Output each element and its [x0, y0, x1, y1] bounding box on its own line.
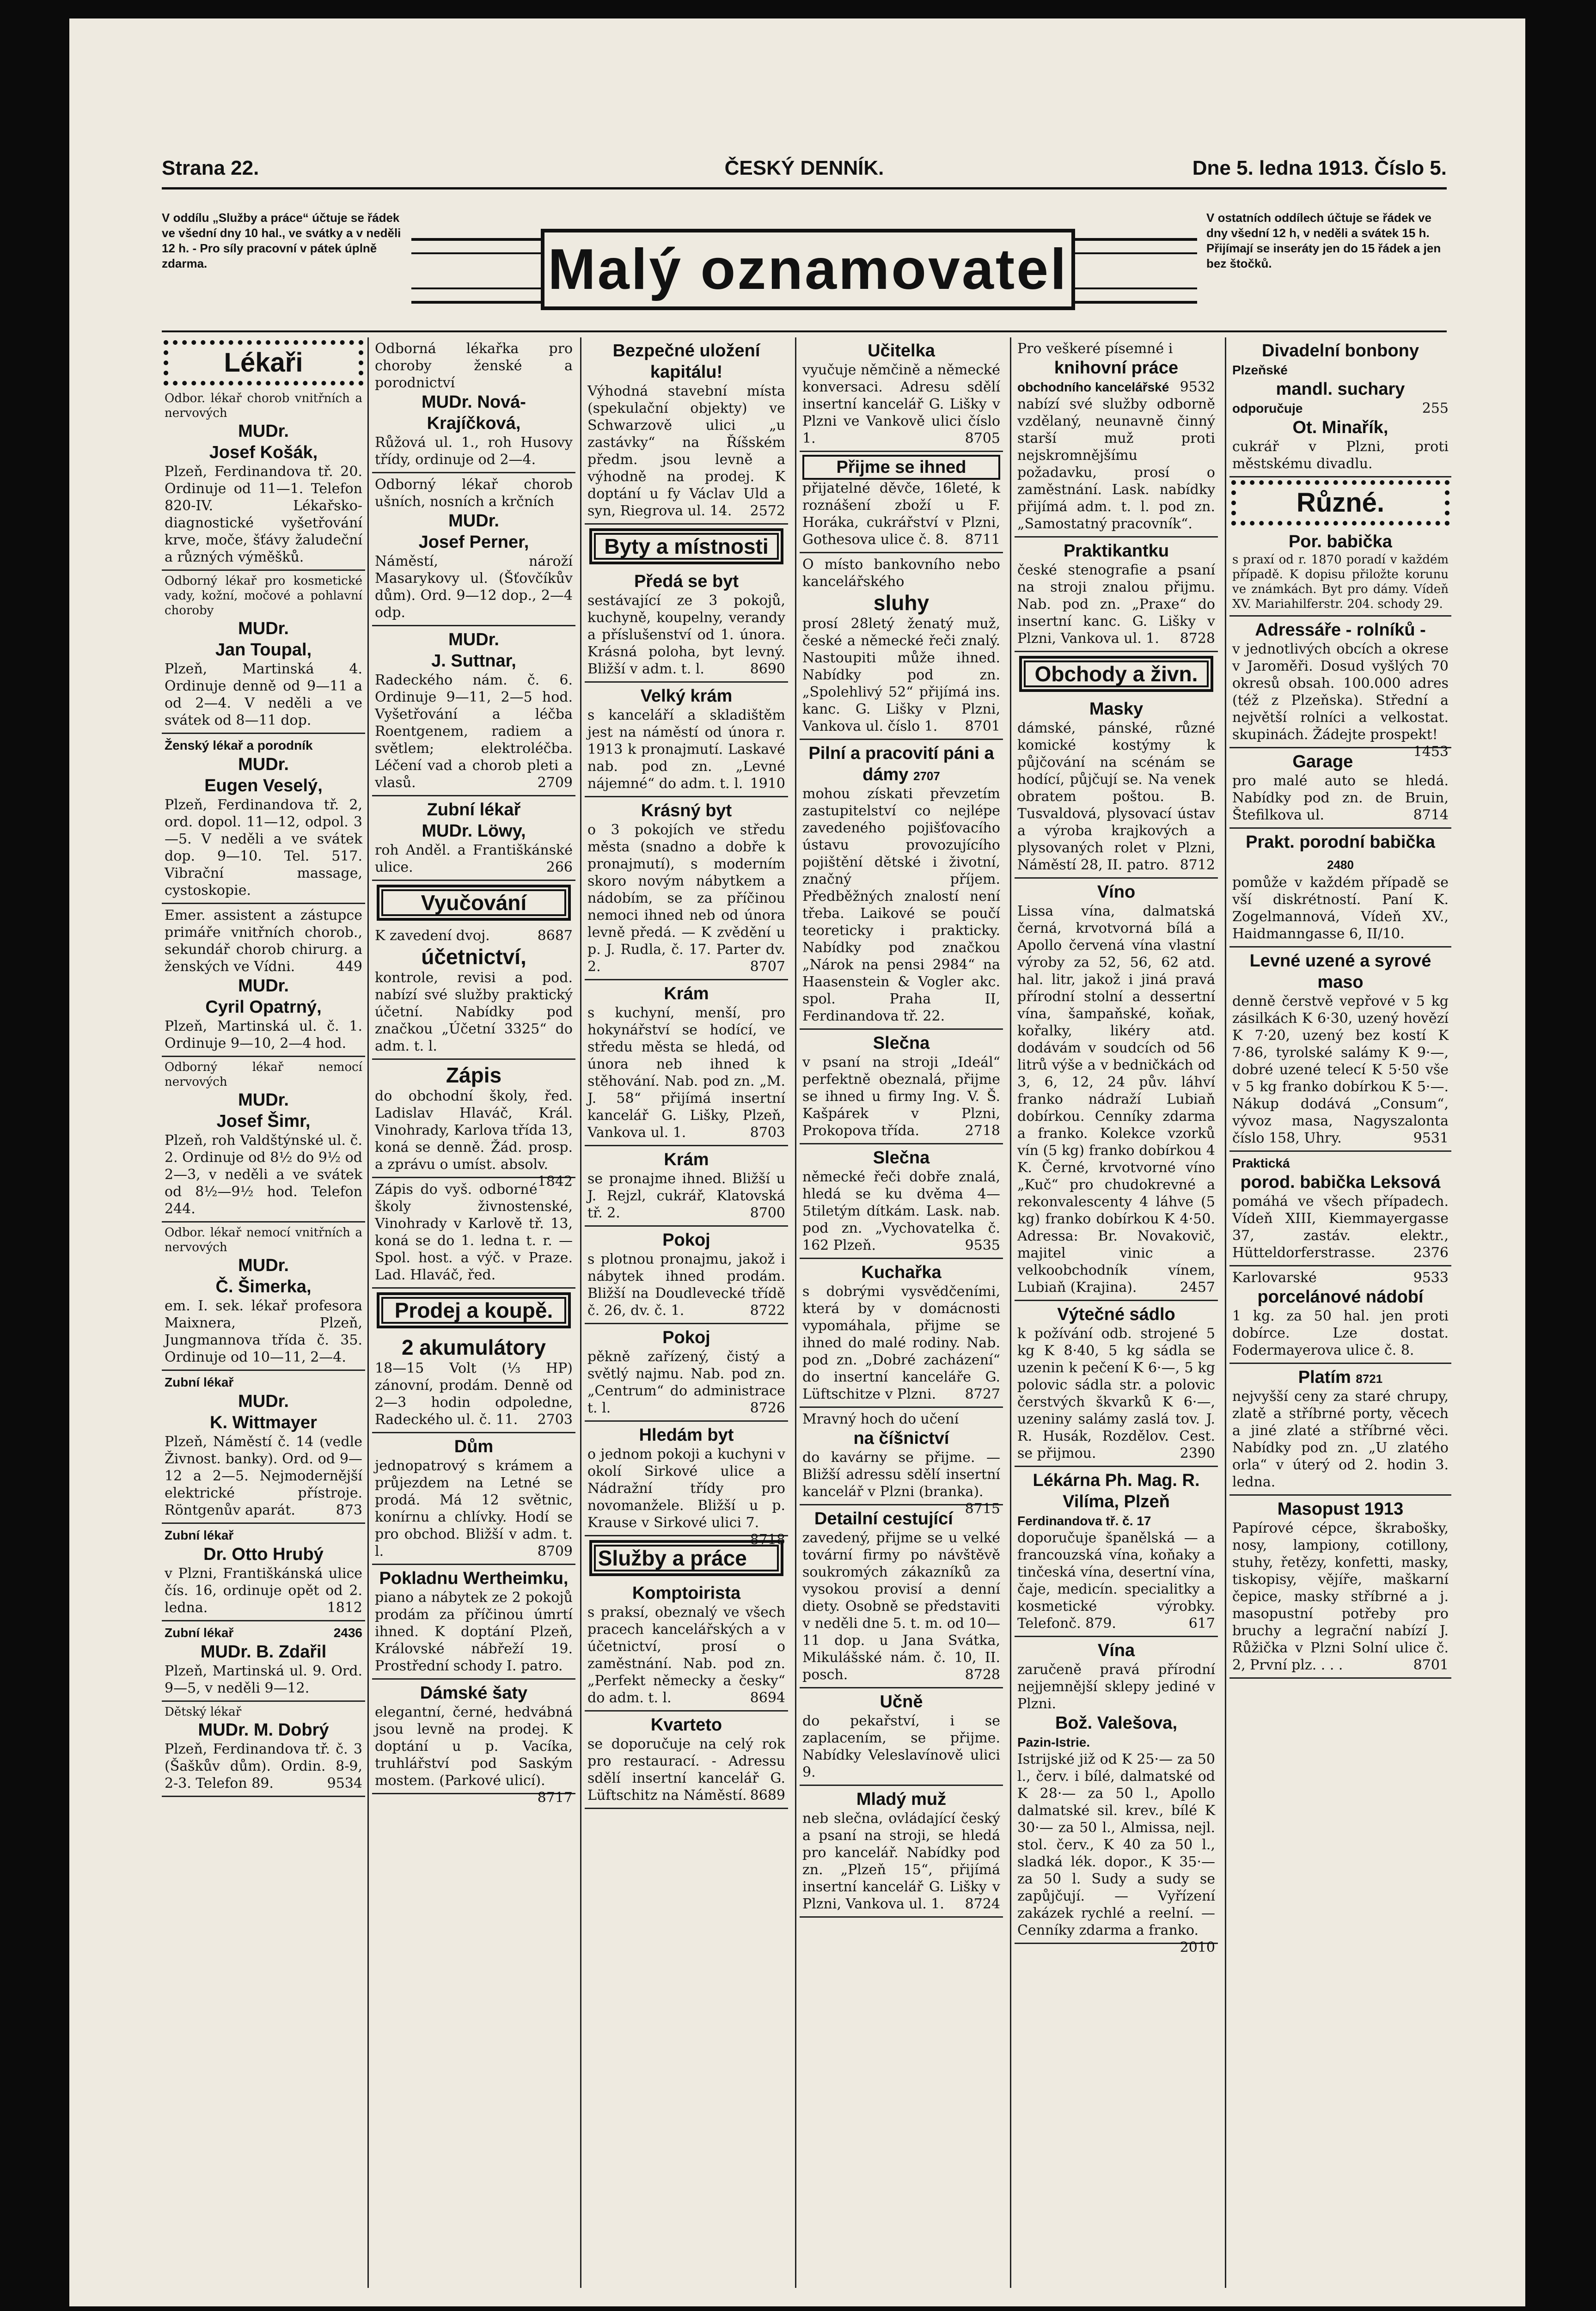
ad-heading: Kvarteto	[650, 1715, 722, 1735]
ad-number: 255	[1422, 400, 1449, 416]
ad-number: 8701	[1413, 1657, 1449, 1673]
ad-number: 8703	[750, 1125, 785, 1141]
classified-ad	[162, 1621, 365, 1702]
ad-name: MUDr. Löwy,	[422, 821, 526, 841]
classified-ad	[1229, 829, 1451, 948]
ad-subheading: Ferdinandova tř. č. 17	[1017, 1514, 1151, 1528]
ad-text: s dobrými vysvědčeními, která by v domácnosti vypomáhala, přijme se ihned do malé rodiny. Nab. pod zn. „Dobré zacházení“ do insertní kanceláře G. Lüftschitze v Plzni.	[802, 1284, 1000, 1402]
ad-heading: Vína	[1097, 1641, 1135, 1660]
classified-ad	[1229, 748, 1451, 829]
classified-ad	[162, 734, 365, 904]
ad-heading: Předá se byt	[634, 572, 739, 591]
classified-ad	[162, 1057, 365, 1223]
ad-text: přijatelné děvče, 16leté, k roznášení zboží u F. Horáka, cukrářství v Plzni, Gothesova ulice č. 8.	[802, 480, 1000, 548]
ad-text: vyučuje němčině a německé konversaci. Adresu sdělí insertní kancelář G. Lišky v Plzni ve Vankově ulici číslo 1.	[802, 362, 1000, 446]
ad-text: k požívání odb. strojené 5 kg K 8·40, 5 kg sádla se uzenin k pečení K 6·—, 5 kg polovic sádla str. a polovic čerstvých škvarků K 6·—, uzeniny salámy zaslá tov. J. R. Husák, Rozdělov. Cest. se přijmou.	[1017, 1326, 1215, 1461]
classified-ad	[800, 1259, 1003, 1408]
ad-heading: Krám	[664, 1150, 709, 1169]
ad-text: mohou získati převzetím zastupitelství co nejlépe zavedeného pojišťovacího ústavu provozujícího pojištění dětské i životní, značný příjem. Předběžných znalostí není třeba. Laikové se poučí teoreticky i prakticky. Nabídky pod značkou „Nárok na pensi 2984“ na Haasenstein & Vogler akc. spol. Praha II, Ferdinandova tř. 22.	[802, 786, 1000, 1024]
classified-ad	[1015, 1637, 1218, 1956]
ad-intro: Odbor. lékař nemocí vnitřních a nervových	[165, 1226, 362, 1254]
ad-number: 9532	[1180, 379, 1215, 395]
column-6	[1229, 337, 1451, 2293]
ad-heading: Pilní a pracovití páni a dámy	[808, 744, 994, 784]
ad-number: 2709	[537, 775, 573, 791]
ad-heading: Kuchařka	[861, 1263, 942, 1282]
ad-title: MUDr.	[238, 1090, 289, 1110]
ad-number: 8694	[750, 1690, 785, 1706]
ad-number: 266	[546, 859, 573, 875]
pricing-note-left: V oddílu „Služby a práce“ účtuje se řádek ve všední dny 10 hal., ve svátky a v neděli 12 h. - Pro síly pracovní v pátek úplně zdarma.	[162, 211, 401, 270]
ad-heading: Zápis	[446, 1063, 502, 1087]
ad-text: Lissa vína, dalmatská černá, krvotvorná bílá a Apollo červená vína vlastní výroby za 52, 56, 62 atd. hal. litr, jakož i jiná pravá přírodní stolní a dessertní vína, šampaňské, koňak, kořalky, likéry atd. dodávám v soudcích od 56 litrů výše a v bedničkách od 3, 6, 12, 24 pův. láhví franko nádraží Lubiaň dobírkou. Cenníky zdarma a franko. Kolekce vzorků vín (5 kg) franko dobírkou 4 K. Černé, krvotvorné víno „Kuč“ pro chudokrevné a rekonvalescenty 4 láhve (5 kg) franko dobírkou K 4·50. Adressa: Br. Novakovič, majitel vinic a velkoobchodník vínem, Lubiaň (Krajina).	[1017, 903, 1215, 1296]
classified-ad	[372, 337, 575, 473]
classified-ad	[162, 904, 365, 1057]
column-3	[585, 337, 788, 2293]
ad-heading: Učně	[880, 1692, 923, 1712]
ad-text: Výhodná stavební místa (spekulační objekty) ve Schwarzově ulici „u zastávky“ na Říšském předm. jsou levně a výhodně na prodej. K doptání u fy Václav Uld a syn, Riegrova ul. 14.	[587, 383, 785, 519]
ad-intro: Odbor. lékař chorob vnitřních a nervových	[165, 391, 362, 420]
newspaper-name: ČESKÝ DENNÍK.	[724, 157, 884, 179]
ad-name: Bož. Valešova,	[1055, 1713, 1177, 1733]
ad-intro: Karlovarské	[1232, 1270, 1317, 1286]
ad-text: Plzeň, Martinská ul. č. 1. Ordinuje 9—10, 2—4 hod.	[165, 1018, 362, 1052]
running-header	[162, 159, 1447, 190]
ad-text: 18—15 Volt (⅓ HP) zánovní, prodám. Denně od 2—3 hodin odpoledne, Radeckého ul. č. 11.	[375, 1360, 573, 1428]
ad-number: 8718	[750, 1532, 785, 1548]
ad-heading: Velký krám	[640, 686, 733, 706]
classified-ad	[372, 1565, 575, 1680]
ad-text: Plzeň, roh Valdštýnské ul. č. 2. Ordinuje od 8½ do 9½ od 2—3, v neděli a ve svátek od 8½—9½ hod. Telefon 244.	[165, 1132, 362, 1217]
ad-intro: odporučuje	[1232, 401, 1303, 416]
ad-text: elegantní, černé, hedvábná jsou levně na prodej. K doptání u p. Vacíka, truhlářství pod Saským mostem. (Parkové ulicí).	[375, 1704, 573, 1789]
ad-heading: Garage	[1292, 752, 1353, 771]
ad-number: 8689	[750, 1787, 785, 1804]
ad-text: doporučuje španělská — a francouzská vína, koňaky a tinčeská vína, desertní vína, čaje, medicín. specialitky a kosmetické výrobky. Telefonč. 879.	[1017, 1530, 1215, 1632]
ad-heading: Učitelka	[868, 341, 935, 361]
ad-text: pomáhá ve všech případech. Vídeň XIII, Kiemmayergasse 37, zastáv. elektr., Hütteldorferstrasse.	[1232, 1193, 1449, 1261]
pricing-note-right: V ostatních oddílech účtuje se řádek ve dny všední 12 h, v neděli a svátek 15 h. Přijímají se inseráty jen do 15 řádek a jen bez štočků.	[1206, 211, 1441, 270]
ad-heading: Detailní cestující	[814, 1509, 953, 1528]
classified-ad	[585, 1580, 788, 1712]
classified-ad	[1229, 948, 1451, 1152]
classified-ad	[585, 980, 788, 1146]
ad-text: německé řeči dobře znalá, hledá se ku dvěma 4—5tiletým dítkám. Lask. nab. pod zn. „Vychovatelka č. 162 Plzeň.	[802, 1169, 1000, 1253]
classified-ad	[1015, 1301, 1218, 1467]
ad-text: s kuchyní, menší, pro hokynářství se hodící, ve středu města se hledá, od února neb ihned k stěhování. Nab. pod zn. „M. J. 58“ přijímá insertní kancelář G. Lišky, Plzeň, Vankova ul. 1.	[587, 1005, 785, 1141]
category-header-doctors: Lékaři	[164, 340, 363, 385]
classified-ad	[1015, 538, 1218, 652]
ad-number: 617	[1188, 1615, 1215, 1632]
ad-number: 8728	[965, 1667, 1000, 1683]
ad-heading: Zubní lékař	[427, 800, 521, 819]
ad-heading: Bezpečné uložení kapitálu!	[612, 341, 760, 382]
ad-text: se doporučuje na celý rok pro restaurací. - Adressu sdělí insertní kancelář G. Lüftschitz na Náměstí.	[587, 1736, 785, 1804]
ad-name: MUDr. Nová-Krajíčková,	[422, 392, 526, 433]
ad-number: 2457	[1180, 1279, 1215, 1296]
ad-title: MUDr.	[238, 619, 289, 638]
ad-text: nabízí své služby odborně vzdělaný, neunavně činný starší muž proti nejskromnějšímu požadavku, prosí o zaměstnání. Lask. nabídky přijímá adm. t. l. pod zn. „Samostatný pracovník“.	[1017, 396, 1215, 532]
classified-ad	[800, 1408, 1003, 1517]
ad-text: zavedený, přijme se u velké tovární firmy po návštěvě soukromých zákazníků za vysokou provisí a denní diety. Osobně se představiti v neděli dne 5. t. m. od 10—11 dop. u Jana Svátka, Mikulášské nám. č. 10, II. posch.	[802, 1530, 1000, 1683]
ad-text: pro malé auto se hledá. Nabídky pod zn. de Bruin, Štefilkova ul.	[1232, 773, 1449, 823]
page-number: Strana 22.	[162, 157, 259, 179]
ad-intro: Pro veškeré písemné i	[1017, 341, 1173, 357]
ad-heading: Levné uzené a syrové maso	[1249, 951, 1431, 992]
classified-ad	[372, 1680, 575, 1806]
category-header-teaching: Vyučování	[377, 885, 571, 921]
classified-ad	[585, 1712, 788, 1809]
classified-ad	[1229, 337, 1451, 477]
ad-number: 8714	[1413, 807, 1449, 823]
column-rule	[580, 337, 581, 2288]
ad-number: 8727	[965, 1386, 1000, 1402]
ad-number: 8687	[537, 928, 573, 944]
ad-heading: Víno	[1097, 882, 1136, 902]
ad-number: 2718	[965, 1123, 1000, 1139]
ad-text: kontrole, revisi a pod. nabízí své služby praktický účetní. Nabídky pod značkou „Účetní 3325“ do adm. t. l.	[375, 970, 573, 1054]
ad-name: Ot. Minařík,	[1292, 418, 1388, 437]
ad-title: MUDr.	[238, 422, 289, 441]
classified-ad	[372, 924, 575, 1060]
ad-intro: Odborný lékař nemocí nervových	[165, 1060, 362, 1089]
ad-heading: Pokladnu Wertheimku,	[379, 1569, 569, 1588]
ad-intro: Praktická	[1232, 1156, 1290, 1170]
classified-ad	[1015, 337, 1218, 538]
ad-heading: Pokoj	[662, 1328, 710, 1347]
ad-heading: Lékárna Ph. Mag. R. Vilíma, Plzeň	[1033, 1471, 1200, 1511]
ad-name: Dr. Otto Hrubý	[203, 1545, 324, 1564]
classified-ad	[162, 388, 365, 571]
ad-heading: Mladý muž	[856, 1790, 947, 1809]
ad-text: Plzeň, Ferdinandova tř. 2, ord. dopol. 11—12, odpol. 3—5. V neděli a ve svátek dop. 9—10. Tel. 517. Vibrační massage, cystoskopie.	[165, 797, 362, 899]
ad-intro: Zubní lékař	[165, 1375, 234, 1389]
column-4	[800, 337, 1003, 2293]
classified-ad	[1015, 696, 1218, 879]
ad-heading: Platím	[1298, 1368, 1351, 1387]
ad-number: 8700	[750, 1205, 785, 1221]
ad-heading: Dům	[454, 1437, 494, 1456]
classified-ad	[585, 1227, 788, 1324]
ad-title: MUDr.	[238, 976, 289, 996]
ad-heading: Masky	[1089, 699, 1143, 719]
ad-text: do kavárny se přijme. — Bližší adressu sdělí insertní kancelář v Plzni (branka).	[802, 1449, 1000, 1500]
ad-heading: Dámské šaty	[420, 1683, 528, 1703]
ad-heading: Krám	[664, 984, 709, 1003]
ad-text: jednopatrový s krámem a průjezdem na Letné se prodá. Má 12 světnic, konírnu a chlívky. Hodí se pro obchod. Bližší v adm. t. l.	[375, 1458, 573, 1559]
ad-text: se pronajme ihned. Bližší u J. Rejzl, cukrář, Klatovská tř. 2.	[587, 1171, 785, 1221]
classified-ad	[1229, 1152, 1451, 1266]
classified-ad	[800, 1688, 1003, 1786]
ad-heading: Divadelní bonbony	[1262, 341, 1419, 361]
ad-heading: 2 akumulátory	[402, 1335, 546, 1359]
classified-ad	[1015, 1467, 1218, 1637]
ad-number: 2707	[913, 769, 940, 783]
ad-name: J. Suttnar,	[431, 651, 516, 671]
ad-heading: porod. babička Leksová	[1240, 1173, 1441, 1192]
ad-heading: Por. babička	[1289, 532, 1392, 551]
ad-number: 8701	[965, 718, 1000, 734]
ad-text: Radeckého nám. č. 6. Ordinuje 9—11, 2—5 hod. Vyšetřování a léčba Roentgenem, radiem a světlem; elektroléčba. Léčení vad a chorob pleti a vlasů.	[375, 672, 573, 791]
ad-intro: Zubní lékař	[165, 1528, 234, 1542]
newspaper-page	[69, 18, 1525, 2306]
classified-ad	[162, 1702, 365, 1797]
classified-ad	[1015, 879, 1218, 1301]
issue-date: Dne 5. ledna 1913. Číslo 5.	[1192, 157, 1447, 179]
ad-title: MUDr.	[238, 755, 289, 774]
ad-number: 2390	[1180, 1445, 1215, 1461]
column-doctors	[162, 337, 365, 2293]
ad-text: denně čerstvě vepřové v 5 kg zásilkách K 6·30, uzený hovězí K 7·20, uzený bez kostí K 7·86, tyrolské salámy K 9·—, dobré uzené telecí K 5·50 vše v 5 kg franko dobírkou K 5·—. Nákup dodává „Consum“, vývoz masa, Nagyszalonta číslo 158, Uhry.	[1232, 993, 1449, 1146]
ad-intro: Ženský lékař a porodník	[165, 738, 313, 752]
ad-text: o jednom pokoji a kuchyni v okolí Sirkové ulice a Nádražní třídy pro novomanžele. Bližší u p. Krause v Sirkové ulici 7.	[587, 1446, 785, 1531]
ad-number: 1842	[537, 1174, 573, 1190]
ad-text: cukrář v Plzni, proti městskému divadlu.	[1232, 439, 1449, 472]
ad-text: Plzeň, Ferdinandova tř. 20. Ordinuje od 11—1. Telefon 820-IV. Lékařsko-diagnostické vyšetřování krve, moče, šťávy žaludeční a různých výměšků.	[165, 464, 362, 565]
ad-text: Plzeň, Martinská ul. 9. Ord. 9—5, v neděli 9—12.	[165, 1663, 362, 1696]
ad-number: 8712	[1180, 857, 1215, 873]
ad-number: 2376	[1413, 1245, 1449, 1261]
column-rule	[367, 337, 369, 2288]
ad-number: 8726	[750, 1400, 785, 1416]
ad-text: em. I. sek. lékař profesora Maixnera, Plzeň, Jungmannova třída č. 35. Ordinuje od 10—11, 2—4.	[165, 1298, 362, 1365]
ad-number: 2480	[1327, 858, 1354, 872]
ad-title: MUDr.	[448, 511, 499, 531]
column-rule	[1010, 337, 1011, 2288]
ad-heading: Prakt. porodní babička	[1246, 832, 1435, 852]
ad-title: MUDr.	[448, 630, 499, 649]
ad-intro: O místo bankovního nebo kancelářského	[802, 556, 1000, 590]
ad-text: sestávající ze 3 pokojů, kuchyně, koupelny, verandy a příslušenství od 1. února. Krásná poloha, byt levný. Bližší v adm. t. l.	[587, 593, 785, 677]
classified-ad	[162, 1223, 365, 1371]
classified-ad	[585, 1422, 788, 1548]
ad-heading: Krásný byt	[641, 801, 732, 820]
ad-number: 9535	[965, 1237, 1000, 1253]
classified-ad	[1229, 1266, 1451, 1364]
ad-number: 2703	[537, 1412, 573, 1428]
column-rule	[1225, 337, 1226, 2288]
ad-text: o 3 pokojích ve středu města (snadno a dobře k pronajmutí), s moderním skoro novým nábytkem a nádobím, se za příčinou nemoci ihned neb od února levně předá. — K zvědění u p. J. Rudla, č. 17. Parter dv. 2.	[587, 822, 785, 975]
column-5	[1015, 337, 1218, 2293]
ad-heading: Slečna	[873, 1033, 930, 1053]
ad-number: 8711	[965, 532, 1000, 548]
ad-name: Č. Šimerka,	[215, 1277, 312, 1296]
classified-ad	[1229, 528, 1451, 617]
ad-text: s kanceláří a skladištěm jest na náměstí od února r. 1913 k pronajmutí. Laskavé nab. pod zn. „Levné nájemné“ do adm. t. l.	[587, 707, 785, 792]
ad-text: s plotnou pronajmu, jakož i nábytek ihned prodám. Bližší na Doudlevecké třídě č. 26, dv. č. 1.	[587, 1251, 785, 1319]
classified-ad	[162, 1524, 365, 1621]
ad-text: Plzeň, Náměstí č. 14 (vedle Živnost. banky). Ord. od 9—12 a 2—5. Nejmodernější elektrické přístroje. Röntgenův aparát.	[165, 1434, 362, 1518]
classified-ad	[372, 1060, 575, 1190]
ad-text: v Plzni, Františkánská ulice čís. 16, ordinuje opět od 2. ledna.	[165, 1565, 362, 1616]
ad-number: 2436	[333, 1626, 362, 1640]
ad-title: MUDr.	[238, 1392, 289, 1411]
ad-text: roh Anděl. a Františkánské ulice.	[375, 842, 573, 875]
classified-ad	[372, 473, 575, 626]
ad-heading: sluhy	[873, 591, 929, 615]
category-header-business: Obchody a živn.	[1019, 656, 1213, 692]
column-2	[372, 337, 575, 2293]
classified-ad	[800, 1144, 1003, 1259]
ad-number: 8717	[537, 1790, 573, 1806]
ad-intro: Emer. assistent a zástupce primáře vnitřních chorob., sekundář chorob chirurg. a ženských ve Vídni.	[165, 907, 362, 975]
ad-heading: knihovní práce	[1054, 358, 1179, 378]
ad-number: 9531	[1413, 1130, 1449, 1146]
classified-ad	[800, 337, 1003, 452]
ad-heading: Komptoirista	[632, 1583, 741, 1603]
ad-text: K zavedení dvoj.	[375, 928, 490, 944]
classified-ad	[162, 1371, 365, 1524]
ad-heading: Praktikantku	[1063, 541, 1169, 561]
classified-ad	[372, 796, 575, 881]
ad-heading: Masopust 1913	[1277, 1499, 1404, 1519]
ad-number: 8721	[1356, 1372, 1383, 1386]
ad-text: s praksí, obeznalý ve všech pracech kancelářských a v účetnictví, prosí o zaměstnání. Nab. pod zn. „Perfekt německy a česky“ do adm. t. l.	[587, 1604, 785, 1706]
ad-number: 1812	[327, 1600, 362, 1616]
ad-heading: porcelánové nádobí	[1257, 1287, 1424, 1307]
ad-text: Istrijské již od K 25·— za 50 l., červ. i bílé, dalmatské od K 28·— za 50 l., Apollo dalmatské sil. krev., bílé K 30·— za 50 l., Almissa, nejl. stol. červ., K 40 za 50 l., sladká lék. dopor., K 35·— za 50 l. Sudy a sudy se zapůjčují. — Vyřízení zakázek rychlé a reelní. — Cenníky zdarma a franko.	[1017, 1751, 1215, 1938]
ad-heading: Adressáře - rolníků -	[1255, 620, 1426, 640]
category-header-buy-sell: Prodej a koupě.	[377, 1292, 571, 1328]
classified-ad	[585, 1324, 788, 1422]
classified-ad	[800, 553, 1003, 740]
ad-heading: mandl. suchary	[1276, 379, 1405, 399]
ad-intro: Odborný lékař pro kosmetické vady, kožní, močové a pohlavní choroby	[165, 574, 362, 617]
ad-number: 873	[336, 1502, 362, 1518]
classified-ad	[585, 797, 788, 980]
ad-number: 8722	[750, 1302, 785, 1319]
ad-name: Josef Šimr,	[216, 1112, 311, 1131]
classified-ad	[585, 1146, 788, 1227]
classified-ad	[1229, 1364, 1451, 1496]
classified-ad	[800, 452, 1003, 553]
column-rule	[795, 337, 796, 2288]
ad-heading: Výtečné sádlo	[1057, 1305, 1175, 1324]
ad-text: do obchodní školy, řed. Ladislav Hlaváč, Král. Vinohrady, Karlova třída 13, koná se denně. Žád. prosp. a zprávu o umíst. absolv.	[375, 1088, 573, 1173]
ad-text: české stenografie a psaní na stroji znalou přijmu. Nab. pod zn. „Praxe“ do insertní kanc. G. Lišky v Plzni, Vankova ul. 1.	[1017, 562, 1215, 647]
ad-name: Josef Perner,	[418, 532, 529, 552]
classified-ad	[585, 337, 788, 525]
ad-name: Jan Toupal,	[215, 640, 312, 660]
classified-ad	[800, 1786, 1003, 1918]
ad-text: Zápis do vyš. odborné školy živnostenské, Vinohrady v Karlově tř. 13, koná se do 1. ledna t. r. — Spol. host. a výč. v Praze. Lad. Hlaváč, řed.	[375, 1181, 573, 1283]
masthead	[162, 206, 1447, 332]
ad-number: 8715	[965, 1501, 1000, 1517]
ad-name: K. Wittmayer	[210, 1413, 317, 1432]
ad-intro: Odborný lékař chorob ušních, nosních a krčních	[375, 477, 573, 510]
ad-text: s praxí od r. 1870 poradí v každém případě. K dopisu přiložte korunu ve známkách. Byt pro dámy. Vídeň XV. Mariahilferstr. 204. schody 29.	[1232, 553, 1449, 611]
ad-text: Růžová ul. 1., roh Husovy třídy, ordinuje od 2—4.	[375, 434, 573, 468]
classified-ad	[585, 683, 788, 797]
classified-ad	[585, 568, 788, 683]
ad-intro: Odborná lékařka pro choroby ženské a porodnictví	[375, 341, 573, 391]
ad-subheading: Pazin-Istrie.	[1017, 1735, 1090, 1749]
ad-text: pěkně zařízený, čistý a světlý najmu. Nab. pod zn. „Centrum“ do administrace t. l.	[587, 1349, 785, 1416]
classified-ad	[800, 1030, 1003, 1144]
classified-ad	[372, 626, 575, 796]
ad-heading: na číšnictví	[853, 1429, 949, 1448]
ad-number: 8709	[537, 1543, 573, 1559]
ad-number: 8728	[1180, 630, 1215, 647]
ad-number: 8707	[750, 959, 785, 975]
ad-number: 9533	[1413, 1270, 1449, 1286]
ad-text: pomůže v každém případě se vší diskrétností. Paní K. Zogelmannová, Vídeň XV., Haidmanngasse 6, II/10.	[1232, 874, 1449, 942]
ad-title: MUDr.	[238, 1256, 289, 1275]
ad-text: Náměstí, nároží Masarykovy ul. (Šťovčíkův dům). Ord. 9—12 dop., 2—4 odp.	[375, 553, 573, 621]
section-title: Malý oznamovatel	[541, 229, 1075, 310]
classified-ad	[800, 740, 1003, 1030]
category-header-miscellaneous: Různé.	[1231, 480, 1449, 526]
ad-text: dámské, pánské, různé komické kostýmy k půjčování na scénám se hodící, půjčují se. Na venek obratem poštou. B. Tusvaldová, plysovací ústav a výroba krajkových a plysovaných rolet v Plzni, Náměstí 28, II. patro.	[1017, 720, 1215, 873]
ad-text: prosí 28letý ženatý muž, české a německé řeči znalý. Nastoupiti může ihned. Nabídky pod zn. „Spolehlivý 52“ přijímá ins. kanc. G. Lišky v Plzni, Vankova ul. číslo 1.	[802, 616, 1000, 734]
ad-name: Cyril Opatrný,	[205, 997, 322, 1017]
ad-number: 2572	[750, 503, 785, 519]
ad-text: Papírové cépce, škrabošky, nosy, lampiony, cotillony, stuhy, řetězy, konfetti, masky, tiskopisy, vějíře, maškarní čepice, masky stříbrné a j. masopustní potřeby pro bruchy a legrační nabízí J. Růžička v Plzni Solní ulice č. 2, První plz. . . .	[1232, 1520, 1449, 1673]
ad-name: Josef Košák,	[209, 443, 318, 462]
category-header-services: Služby a práce	[589, 1540, 783, 1576]
classified-ad	[372, 1433, 575, 1565]
ad-intro: Mravný hoch do učení	[802, 1411, 959, 1427]
ad-heading: Přijme se ihned	[802, 455, 1000, 480]
ad-heading: účetnictví,	[421, 945, 526, 969]
classified-ad	[1229, 617, 1451, 760]
ad-text: v jednotlivých obcích a okrese v Jaroměři. Dosud vyšlých 70 okresů obsah. 100.000 adres (též z Plzeňska). Střední a největší rolníci a velkostat. skupinách. Žádejte prospekt!	[1232, 641, 1449, 743]
ad-text: zaručeně pravá přírodní nejjemnější sklepy jediné v Plzni.	[1017, 1662, 1215, 1712]
ad-number: 1910	[750, 776, 785, 792]
ad-number: 2010	[1180, 1939, 1215, 1956]
classified-ad	[162, 571, 365, 734]
ad-text: do pekařství, i se zaplacením, se přijme. Nabídky Veleslavínově ulici 9.	[802, 1713, 1000, 1780]
ad-name: Eugen Veselý,	[204, 776, 323, 795]
ad-number: 8690	[750, 661, 785, 677]
classified-ad	[372, 1178, 575, 1289]
ad-text: neb slečna, ovládající český a psaní na stroji, se hledá pro kancelář. Nabídky pod zn. „Plzeň 15“, přijímá insertní kancelář G. Lišky v Plzni, Vankova ul. 1.	[802, 1810, 1000, 1912]
ad-number: 8705	[965, 430, 1000, 446]
ad-heading: Hledám byt	[639, 1425, 734, 1445]
ad-number: 449	[336, 959, 362, 975]
ad-text: Plzeň, Ferdinandova tř. č. 3 (Šaškův dům). Ordin. 8-9, 2-3. Telefon 89.	[165, 1741, 362, 1791]
ad-heading: Slečna	[873, 1148, 930, 1168]
category-header-housing: Byty a místnosti	[589, 528, 783, 564]
classified-ad	[372, 1332, 575, 1433]
ad-intro: Zubní lékař	[165, 1626, 234, 1640]
ad-heading: Pokoj	[662, 1230, 710, 1250]
ad-text: Plzeň, Martinská 4. Ordinuje denně od 9—11 a od 2—4. V neděli a ve svátek od 8—11 dop.	[165, 661, 362, 728]
ad-name: MUDr. M. Dobrý	[198, 1720, 329, 1740]
ad-name: MUDr. B. Zdařil	[200, 1642, 327, 1662]
ad-text: nejvyšší ceny za staré chrupy, zlatě a stříbrné porty, věcech a jiné zlaté a stříbrné věci. Nabídky pod zn. „U zlatého orla“ v úterý od 2. hodin 3. ledna.	[1232, 1388, 1449, 1490]
ad-number: 1453	[1413, 744, 1449, 760]
classified-ad	[800, 1505, 1003, 1688]
ad-text: piano a nábytek ze 2 pokojů prodám za příčinou úmrtí ihned. K doptání Plzeň, Královské nábřeží 19. Prostřední schody I. patro.	[375, 1590, 573, 1674]
classified-ad	[1229, 1496, 1451, 1679]
ad-number: 8724	[965, 1896, 1000, 1912]
ad-subheading: obchodního kancelářské	[1017, 380, 1169, 394]
ad-intro: Dětský lékař	[165, 1705, 242, 1719]
ad-text: 1 kg. za 50 hal. jen proti dobírce. Lze dostat. Fodermayerova ulice č. 8.	[1232, 1308, 1449, 1358]
ad-number: 9534	[327, 1775, 362, 1791]
ad-subheading: Plzeňské	[1232, 363, 1288, 377]
ad-text: v psaní na stroji „Ideál“ perfektně obeznalá, přijme se ihned u firmy Ing. V. Š. Kašpárek v Plzni, Prokopova třída.	[802, 1054, 1000, 1139]
